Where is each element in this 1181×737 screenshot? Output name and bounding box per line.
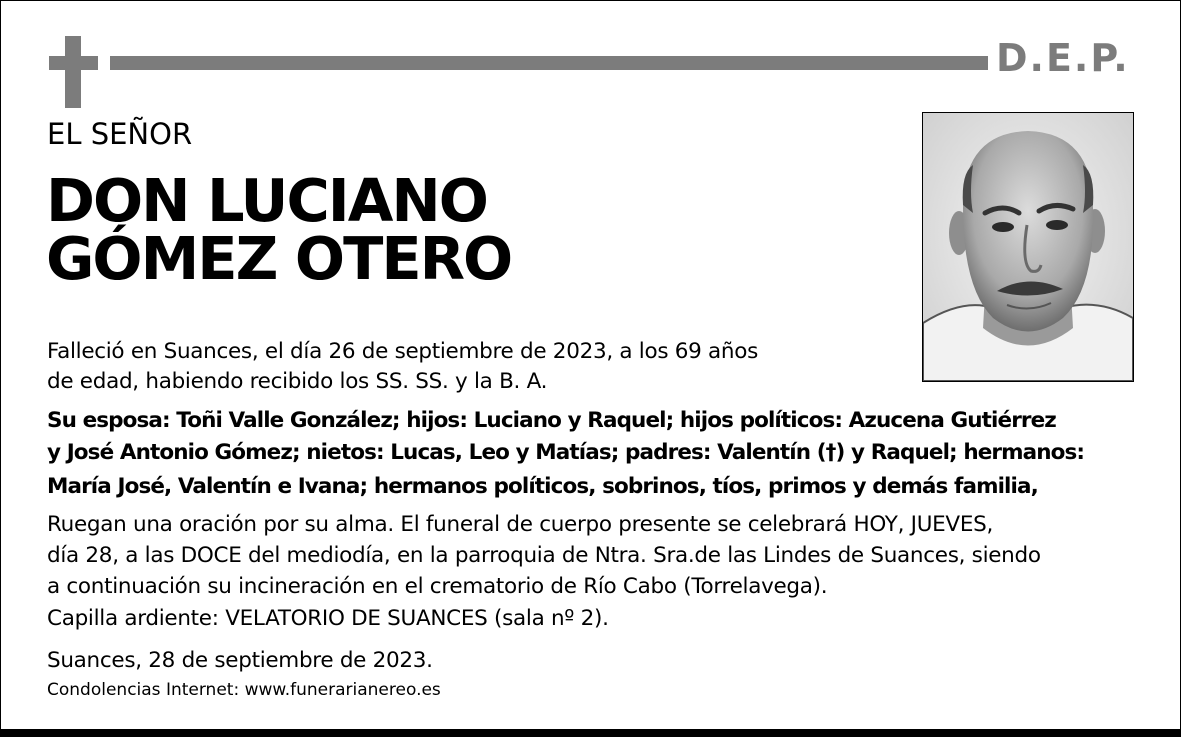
family-line: y José Antonio Gómez; nietos: Lucas, Leo y Matías; padres: Valentín (†) y Raquel; hermanos:	[47, 440, 1085, 465]
dep-label: D.E.P.	[996, 36, 1130, 80]
family-line: María José, Valentín e Ivana; hermanos políticos, sobrinos, tíos, primos y demás familia,	[47, 474, 1038, 499]
bottom-border	[0, 729, 1181, 737]
funeral-line: a continuación su incineración en el crematorio de Río Cabo (Torrelavega).	[47, 574, 828, 599]
deceased-name-line2: GÓMEZ OTERO	[46, 224, 512, 293]
condolences-line: Condolencias Internet: www.funerarianereo.es	[47, 680, 441, 700]
portrait-illustration	[923, 113, 1133, 381]
death-notice-line: Falleció en Suances, el día 26 de septiembre de 2023, a los 69 años	[47, 339, 759, 364]
funeral-line: Ruegan una oración por su alma. El funeral de cuerpo presente se celebrará HOY, JUEVES,	[47, 512, 994, 537]
deceased-name-line1: DON LUCIANO	[46, 166, 487, 235]
funeral-line: Capilla ardiente: VELATORIO DE SUANCES (sala nº 2).	[47, 606, 609, 631]
family-line: Su esposa: Toñi Valle González; hijos: Luciano y Raquel; hijos políticos: Azucena Gutiérrez	[47, 408, 1056, 433]
date-line: Suances, 28 de septiembre de 2023.	[47, 648, 433, 673]
cross-icon	[65, 36, 81, 108]
title-prefix: EL SEÑOR	[47, 117, 193, 151]
header-rule	[110, 56, 988, 70]
death-notice-line: de edad, habiendo recibido los SS. SS. y la B. A.	[47, 369, 548, 394]
cross-icon-arm	[49, 56, 98, 70]
funeral-line: día 28, a las DOCE del mediodía, en la parroquia de Ntra. Sra.de las Lindes de Suances, siendo	[47, 543, 1041, 568]
portrait-photo	[922, 112, 1134, 382]
